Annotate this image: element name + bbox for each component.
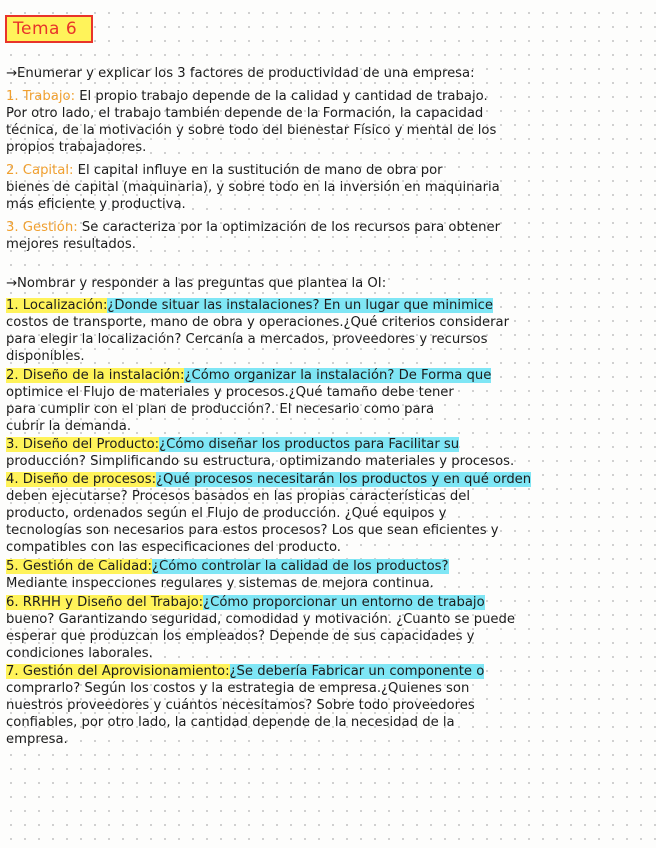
q-rrhh-line-4: condiciones laborales. xyxy=(6,646,153,661)
q-localizacion-line-2: costos de transporte, mano de obra y operaciones.¿Qué criterios considerar xyxy=(6,315,510,330)
item-gestion-line-1: 3. Gestión: Se caracteriza por la optimización de los recursos para obtener xyxy=(6,220,501,235)
item-trabajo-line-2: Por otro lado, el trabajo también depende de la Formación, la capacidad xyxy=(6,106,484,121)
item-capital-line-3: más eficiente y productiva. xyxy=(6,197,186,212)
q-instalacion-line-1: 2. Diseño de la instalación:¿Cómo organizar la instalación? De Forma que xyxy=(6,368,492,383)
q-label-rrhh: 6. RRHH y Diseño del Trabajo: xyxy=(6,595,204,610)
q-rrhh-line-1: 6. RRHH y Diseño del Trabajo:¿Cómo proporcionar un entorno de trabajo xyxy=(6,595,485,610)
q-label-calidad: 5. Gestión de Calidad: xyxy=(6,559,152,574)
item-trabajo-line-4: propios trabajadores. xyxy=(6,140,147,155)
q-label-instalacion: 2. Diseño de la instalación: xyxy=(6,368,185,383)
q-localizacion-line-4: disponibles. xyxy=(6,349,85,364)
q-procesos-line-2: deben ejecutarse? Procesos basados en las propias características del xyxy=(6,489,470,504)
q-procesos-line-4: tecnologías son necesarios para estos procesos? Los que sean eficientes y xyxy=(6,523,499,538)
q-aprovisionamiento-line-4: confiables, por otro lado, la cantidad depende de la necesidad de la xyxy=(6,715,455,730)
q-aprovisionamiento-line-3: nuestros proveedores y cuántos necesitamos? Sobre todo proveedores xyxy=(6,698,475,713)
q-instalacion-line-2: optimice el Flujo de materiales y procesos.¿Qué tamaño debe tener xyxy=(6,385,454,400)
q-label-localizacion: 1. Localización: xyxy=(6,298,108,313)
q-localizacion-line-1: 1. Localización:¿Donde situar las instalaciones? En un lugar que minimice xyxy=(6,298,493,313)
item-gestion-line-2: mejores resultados. xyxy=(6,237,136,252)
item-label-trabajo: 1. Trabajo: xyxy=(6,89,76,104)
q-label-producto: 3. Diseño del Producto: xyxy=(6,437,160,452)
q-procesos-line-3: producto, ordenados según el Flujo de producción. ¿Qué equipos y xyxy=(6,506,447,521)
section1-heading: →Enumerar y explicar los 3 factores de productividad de una empresa: xyxy=(6,66,475,81)
q-aprovisionamiento-line-5: empresa. xyxy=(6,732,68,747)
q-instalacion-line-4: cubrir la demanda. xyxy=(6,419,132,434)
q-instalacion-line-3: para cumplir con el plan de producción?. El necesario como para xyxy=(6,402,435,417)
item-capital-line-2: bienes de capital (maquinaria), y sobre todo en la inversión en maquinaria xyxy=(6,180,500,195)
q-aprovisionamiento-line-2: comprarlo? Según los costos y la estrategia de empresa.¿Quienes son xyxy=(6,681,470,696)
item-label-capital: 2. Capital: xyxy=(6,163,74,178)
q-rrhh-line-2: bueno? Garantizando seguridad, comodidad y motivación. ¿Cuanto se puede xyxy=(6,612,516,627)
q-aprovisionamiento-line-1: 7. Gestión del Aprovisionamiento:¿Se debería Fabricar un componente o xyxy=(6,664,485,679)
q-producto-line-2: producción? Simplificando su estructura, optimizando materiales y procesos. xyxy=(6,454,515,469)
q-procesos-line-1: 4. Diseño de procesos:¿Qué procesos necesitarán los productos y en qué orden xyxy=(6,472,532,487)
q-producto-line-1: 3. Diseño del Producto:¿Cómo diseñar los productos para Facilitar su xyxy=(6,437,460,452)
item-label-gestion: 3. Gestión: xyxy=(6,220,78,235)
q-localizacion-line-3: para elegir la localización? Cercanía a mercados, proveedores y recursos xyxy=(6,332,488,347)
item-trabajo-line-1: 1. Trabajo: El propio trabajo depende de la calidad y cantidad de trabajo. xyxy=(6,89,488,104)
q-calidad-line-2: Mediante inspecciones regulares y sistemas de mejora continua. xyxy=(6,576,434,591)
q-rrhh-line-3: esperar que produzcan los empleados? Depende de sus capacidades y xyxy=(6,629,475,644)
q-procesos-line-5: compatibles con las especificaciones del producto. xyxy=(6,540,341,555)
q-label-aprovisionamiento: 7. Gestión del Aprovisionamiento: xyxy=(6,664,230,679)
item-trabajo-line-3: técnica, de la motivación y sobre todo del bienestar Físico y mental de los xyxy=(6,123,497,138)
q-label-procesos: 4. Diseño de procesos: xyxy=(6,472,157,487)
section2-heading: →Nombrar y responder a las preguntas que plantea la OI: xyxy=(6,276,387,291)
item-capital-line-1: 2. Capital: El capital influye en la sustitución de mano de obra por xyxy=(6,163,443,178)
title-box xyxy=(5,15,93,43)
page-title: Tema 6 xyxy=(13,19,78,39)
q-calidad-line-1: 5. Gestión de Calidad:¿Cómo controlar la calidad de los productos? xyxy=(6,559,449,574)
